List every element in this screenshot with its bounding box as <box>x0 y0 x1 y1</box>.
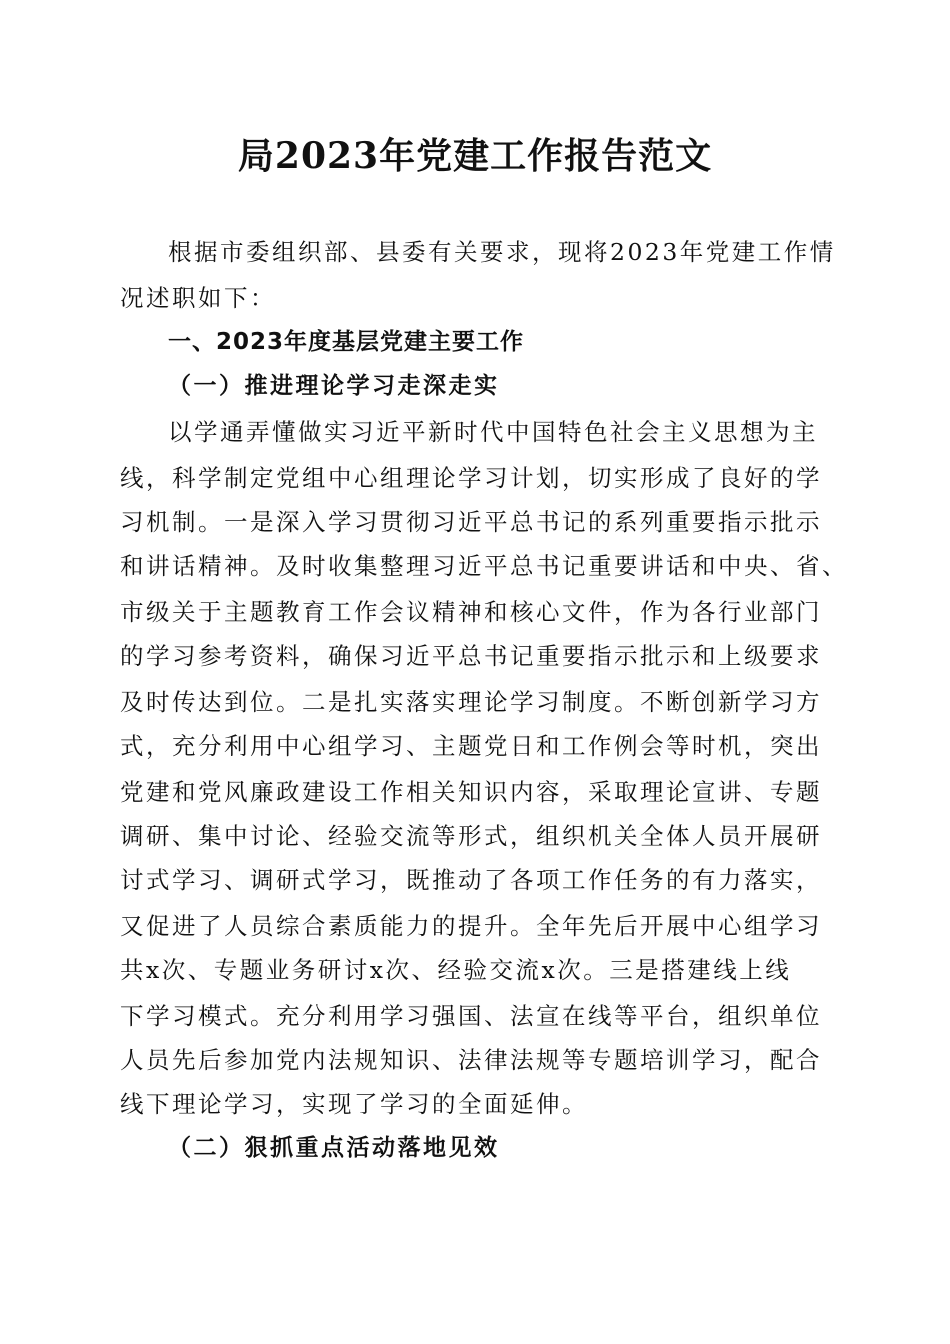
paragraph-line: 线下理论学习，实现了学习的全面延伸。 <box>120 1090 588 1118</box>
paragraph-line: 线，科学制定党组中心组理论学习计划，切实形成了良好的学 <box>120 464 822 492</box>
paragraph-line: 市级关于主题教育工作会议精神和核心文件，作为各行业部门 <box>120 598 822 626</box>
paragraph-line: 下学习模式。充分利用学习强国、法宣在线等平台，组织单位 <box>120 1002 822 1030</box>
paragraph-line: 式，充分利用中心组学习、主题党日和工作例会等时机，突出 <box>120 732 822 760</box>
paragraph-line: 习机制。一是深入学习贯彻习近平总书记的系列重要指示批示 <box>120 508 822 536</box>
paragraph-line: 及时传达到位。二是扎实落实理论学习制度。不断创新学习方 <box>120 688 822 716</box>
paragraph-line: 调研、集中讨论、经验交流等形式，组织机关全体人员开展研 <box>120 822 822 850</box>
paragraph-line: 和讲话精神。及时收集整理习近平总书记重要讲话和中央、省、 <box>120 552 848 580</box>
paragraph-line: 以学通弄懂做实习近平新时代中国特色社会主义思想为主 <box>168 418 818 446</box>
paragraph-line: 人员先后参加党内法规知识、法律法规等专题培训学习，配合 <box>120 1046 822 1074</box>
paragraph-line: 党建和党风廉政建设工作相关知识内容，采取理论宣讲、专题 <box>120 778 822 806</box>
paragraph-line: 讨式学习、调研式学习，既推动了各项工作任务的有力落实， <box>120 866 822 894</box>
paragraph-line: 共x次、专题业务研讨x次、经验交流x次。三是搭建线上线 <box>120 956 792 984</box>
paragraph-line: 又促进了人员综合素质能力的提升。全年先后开展中心组学习 <box>120 912 822 940</box>
document-title: 局2023年党建工作报告范文 <box>237 135 713 177</box>
intro-line: 况述职如下： <box>120 284 276 312</box>
section-heading: 一、2023年度基层党建主要工作 <box>168 329 525 355</box>
intro-line: 根据市委组织部、县委有关要求，现将2023年党建工作情 <box>168 238 836 266</box>
subsection-heading: （一）推进理论学习走深走实 <box>168 372 500 399</box>
paragraph-line: 的学习参考资料，确保习近平总书记重要指示批示和上级要求 <box>120 642 822 670</box>
subsection-heading: （二）狠抓重点活动落地见效 <box>168 1134 500 1161</box>
